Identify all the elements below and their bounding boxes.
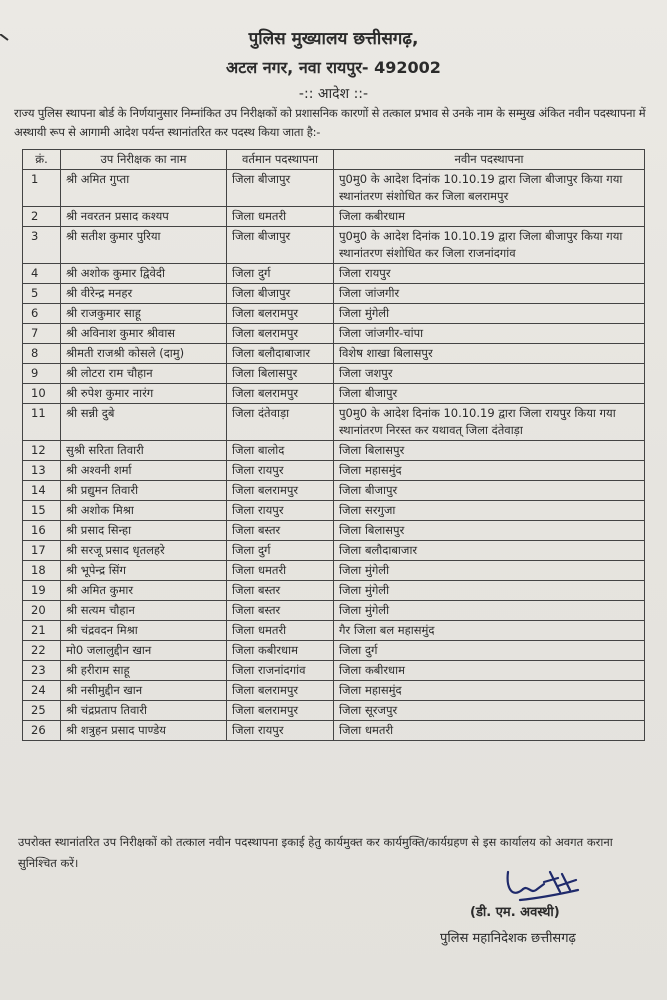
table-row — [23, 701, 645, 721]
row-current-posting: जिला बालोद — [227, 441, 334, 461]
table-header-row — [23, 150, 645, 170]
table-row — [23, 441, 645, 461]
row-serial-number: 11 — [23, 404, 61, 441]
row-serial-number: 1 — [23, 170, 61, 207]
row-serial-number: 26 — [23, 721, 61, 741]
row-officer-name: श्री नसीमुद्दीन खान — [61, 681, 227, 701]
table-row — [23, 541, 645, 561]
row-officer-name: श्री वीरेन्द्र मनहर — [61, 284, 227, 304]
row-officer-name: श्री राजकुमार साहू — [61, 304, 227, 324]
row-new-posting: जिला मुंगेली — [334, 304, 645, 324]
row-officer-name: श्री प्रद्युमन तिवारी — [61, 481, 227, 501]
table-row — [23, 227, 645, 264]
row-officer-name: श्री सरजू प्रसाद धृतलहरे — [61, 541, 227, 561]
row-current-posting: जिला बलरामपुर — [227, 384, 334, 404]
row-current-posting: जिला धमतरी — [227, 561, 334, 581]
row-current-posting: जिला बीजापुर — [227, 227, 334, 264]
row-current-posting: जिला बस्तर — [227, 601, 334, 621]
row-new-posting: जिला बलौदाबाजार — [334, 541, 645, 561]
row-current-posting: जिला बस्तर — [227, 581, 334, 601]
table-row — [23, 661, 645, 681]
transfer-table — [22, 149, 645, 741]
row-serial-number: 10 — [23, 384, 61, 404]
row-new-posting: जिला जांजगीर — [334, 284, 645, 304]
row-serial-number: 16 — [23, 521, 61, 541]
table-row — [23, 681, 645, 701]
row-current-posting: जिला बलरामपुर — [227, 681, 334, 701]
row-serial-number: 6 — [23, 304, 61, 324]
row-serial-number: 23 — [23, 661, 61, 681]
row-new-posting: जिला सूरजपुर — [334, 701, 645, 721]
row-new-posting: जिला मुंगेली — [334, 601, 645, 621]
row-new-posting: पु0मु0 के आदेश दिनांक 10.10.19 द्वारा जिला रायपुर किया गया स्थानांतरण निरस्त कर यथावत् जिला दंतेवाड़ा — [334, 404, 645, 441]
table-row — [23, 170, 645, 207]
row-new-posting: जिला जांजगीर-चांपा — [334, 324, 645, 344]
row-new-posting: जिला जशपुर — [334, 364, 645, 384]
row-serial-number: 19 — [23, 581, 61, 601]
row-serial-number: 18 — [23, 561, 61, 581]
row-serial-number: 22 — [23, 641, 61, 661]
table-row — [23, 721, 645, 741]
table-row — [23, 641, 645, 661]
row-current-posting: जिला राजनांदगांव — [227, 661, 334, 681]
row-current-posting: जिला दुर्ग — [227, 264, 334, 284]
table-row — [23, 561, 645, 581]
col-header-sn: क्रं. — [23, 150, 61, 170]
row-officer-name: श्री नवरतन प्रसाद कश्यप — [61, 207, 227, 227]
row-new-posting: जिला मुंगेली — [334, 581, 645, 601]
row-new-posting: जिला रायपुर — [334, 264, 645, 284]
row-officer-name: श्री अविनाश कुमार श्रीवास — [61, 324, 227, 344]
row-officer-name: श्री अमित कुमार — [61, 581, 227, 601]
row-current-posting: जिला कबीरधाम — [227, 641, 334, 661]
row-current-posting: जिला बस्तर — [227, 521, 334, 541]
row-serial-number: 9 — [23, 364, 61, 384]
row-serial-number: 3 — [23, 227, 61, 264]
table-row — [23, 581, 645, 601]
order-footer: उपरोक्त स्थानांतरित उप निरीक्षकों को तत्काल नवीन पदस्थापना इकाई हेतु कार्यमुक्त कर कार्यमुक्ति/कार्यग्रहण से इस कार्यालय को अवगत कराना सुनिश्चित करें। — [18, 835, 613, 870]
row-current-posting: जिला बीजापुर — [227, 284, 334, 304]
table-row — [23, 521, 645, 541]
row-serial-number: 24 — [23, 681, 61, 701]
row-current-posting: जिला बलरामपुर — [227, 304, 334, 324]
table-row — [23, 284, 645, 304]
row-current-posting: जिला बिलासपुर — [227, 364, 334, 384]
row-current-posting: जिला दुर्ग — [227, 541, 334, 561]
table-body — [23, 170, 645, 741]
row-serial-number: 20 — [23, 601, 61, 621]
row-new-posting: जिला बिलासपुर — [334, 521, 645, 541]
table-row — [23, 461, 645, 481]
row-serial-number: 21 — [23, 621, 61, 641]
table-row — [23, 621, 645, 641]
row-officer-name: श्री सत्यम चौहान — [61, 601, 227, 621]
row-new-posting: पु0मु0 के आदेश दिनांक 10.10.19 द्वारा जिला बीजापुर किया गया स्थानांतरण संशोधित कर जिला राजनांदगांव — [334, 227, 645, 264]
row-current-posting: जिला बलरामपुर — [227, 481, 334, 501]
row-new-posting: जिला बिलासपुर — [334, 441, 645, 461]
table-row — [23, 384, 645, 404]
row-current-posting: जिला बलरामपुर — [227, 701, 334, 721]
row-serial-number: 15 — [23, 501, 61, 521]
row-serial-number: 12 — [23, 441, 61, 461]
table-row — [23, 481, 645, 501]
row-serial-number: 5 — [23, 284, 61, 304]
office-address: अटल नगर, नवा रायपुर- 492002 — [226, 58, 441, 77]
col-header-new-posting: नवीन पदस्थापना — [334, 150, 645, 170]
col-header-current-posting: वर्तमान पदस्थापना — [227, 150, 334, 170]
row-serial-number: 14 — [23, 481, 61, 501]
row-current-posting: जिला रायपुर — [227, 501, 334, 521]
row-new-posting: जिला दुर्ग — [334, 641, 645, 661]
row-new-posting: विशेष शाखा बिलासपुर — [334, 344, 645, 364]
row-officer-name: श्री चंद्रवदन मिश्रा — [61, 621, 227, 641]
row-officer-name: श्री शत्रुहन प्रसाद पाण्डेय — [61, 721, 227, 741]
row-new-posting: जिला बीजापुर — [334, 481, 645, 501]
table-row — [23, 404, 645, 441]
row-current-posting: जिला बलौदाबाजार — [227, 344, 334, 364]
row-current-posting: जिला रायपुर — [227, 461, 334, 481]
row-officer-name: सुश्री सरिता तिवारी — [61, 441, 227, 461]
row-new-posting: जिला धमतरी — [334, 721, 645, 741]
row-current-posting: जिला बलरामपुर — [227, 324, 334, 344]
row-current-posting: जिला दंतेवाड़ा — [227, 404, 334, 441]
row-current-posting: जिला धमतरी — [227, 621, 334, 641]
row-officer-name: श्री चंद्रप्रताप तिवारी — [61, 701, 227, 721]
row-serial-number: 7 — [23, 324, 61, 344]
row-new-posting: गैर जिला बल महासमुंद — [334, 621, 645, 641]
row-officer-name: श्री अशोक मिश्रा — [61, 501, 227, 521]
row-new-posting: जिला मुंगेली — [334, 561, 645, 581]
row-officer-name: श्री लोटरा राम चौहान — [61, 364, 227, 384]
row-new-posting: पु0मु0 के आदेश दिनांक 10.10.19 द्वारा जिला बीजापुर किया गया स्थानांतरण संशोधित कर जिला बलरामपुर — [334, 170, 645, 207]
signatory-title: पुलिस महानिदेशक छत्तीसगढ़ — [440, 931, 576, 946]
row-new-posting: जिला महासमुंद — [334, 681, 645, 701]
signatory-name: (डी. एम. अवस्थी) — [470, 905, 560, 920]
row-new-posting: जिला कबीरधाम — [334, 661, 645, 681]
row-officer-name: श्री भूपेन्द्र सिंग — [61, 561, 227, 581]
row-officer-name: श्री सन्नी दुबे — [61, 404, 227, 441]
row-serial-number: 13 — [23, 461, 61, 481]
row-current-posting: जिला धमतरी — [227, 207, 334, 227]
row-serial-number: 17 — [23, 541, 61, 561]
table-row — [23, 344, 645, 364]
row-officer-name: श्री सतीश कुमार पुरिया — [61, 227, 227, 264]
row-officer-name: श्री प्रसाद सिन्हा — [61, 521, 227, 541]
row-officer-name: श्री अश्वनी शर्मा — [61, 461, 227, 481]
order-heading: -:: आदेश ::- — [298, 86, 369, 102]
row-officer-name: श्री हरीराम साहू — [61, 661, 227, 681]
table-row — [23, 364, 645, 384]
office-title: पुलिस मुख्यालय छत्तीसगढ़, — [248, 29, 419, 49]
row-new-posting: जिला महासमुंद — [334, 461, 645, 481]
table-row — [23, 264, 645, 284]
row-serial-number: 25 — [23, 701, 61, 721]
row-new-posting: जिला कबीरधाम — [334, 207, 645, 227]
row-current-posting: जिला बीजापुर — [227, 170, 334, 207]
row-officer-name: श्री अशोक कुमार द्विवेदी — [61, 264, 227, 284]
row-officer-name: श्री अमित गुप्ता — [61, 170, 227, 207]
table-row — [23, 324, 645, 344]
table-row — [23, 207, 645, 227]
table-row — [23, 304, 645, 324]
row-new-posting: जिला सरगुजा — [334, 501, 645, 521]
order-intro: राज्य पुलिस स्थापना बोर्ड के निर्णयानुसार निम्नांकित उप निरीक्षकों को प्रशासनिक कारणों से तत्काल प्रभाव से उनके नाम के सम्मुख अंकित नवीन पदस्थापना में अस्थायी रूप से आगामी आदेश पर्यन्त स्थानांतरित कर पदस्थ किया जाता है:- — [14, 106, 646, 139]
row-current-posting: जिला रायपुर — [227, 721, 334, 741]
row-new-posting: जिला बीजापुर — [334, 384, 645, 404]
row-serial-number: 8 — [23, 344, 61, 364]
table-row — [23, 501, 645, 521]
table-row — [23, 601, 645, 621]
row-serial-number: 2 — [23, 207, 61, 227]
row-officer-name: श्री रुपेश कुमार नारंग — [61, 384, 227, 404]
row-officer-name: मो0 जलालुद्दीन खान — [61, 641, 227, 661]
col-header-name: उप निरीक्षक का नाम — [61, 150, 227, 170]
row-officer-name: श्रीमती राजश्री कोसले (दामु) — [61, 344, 227, 364]
row-serial-number: 4 — [23, 264, 61, 284]
